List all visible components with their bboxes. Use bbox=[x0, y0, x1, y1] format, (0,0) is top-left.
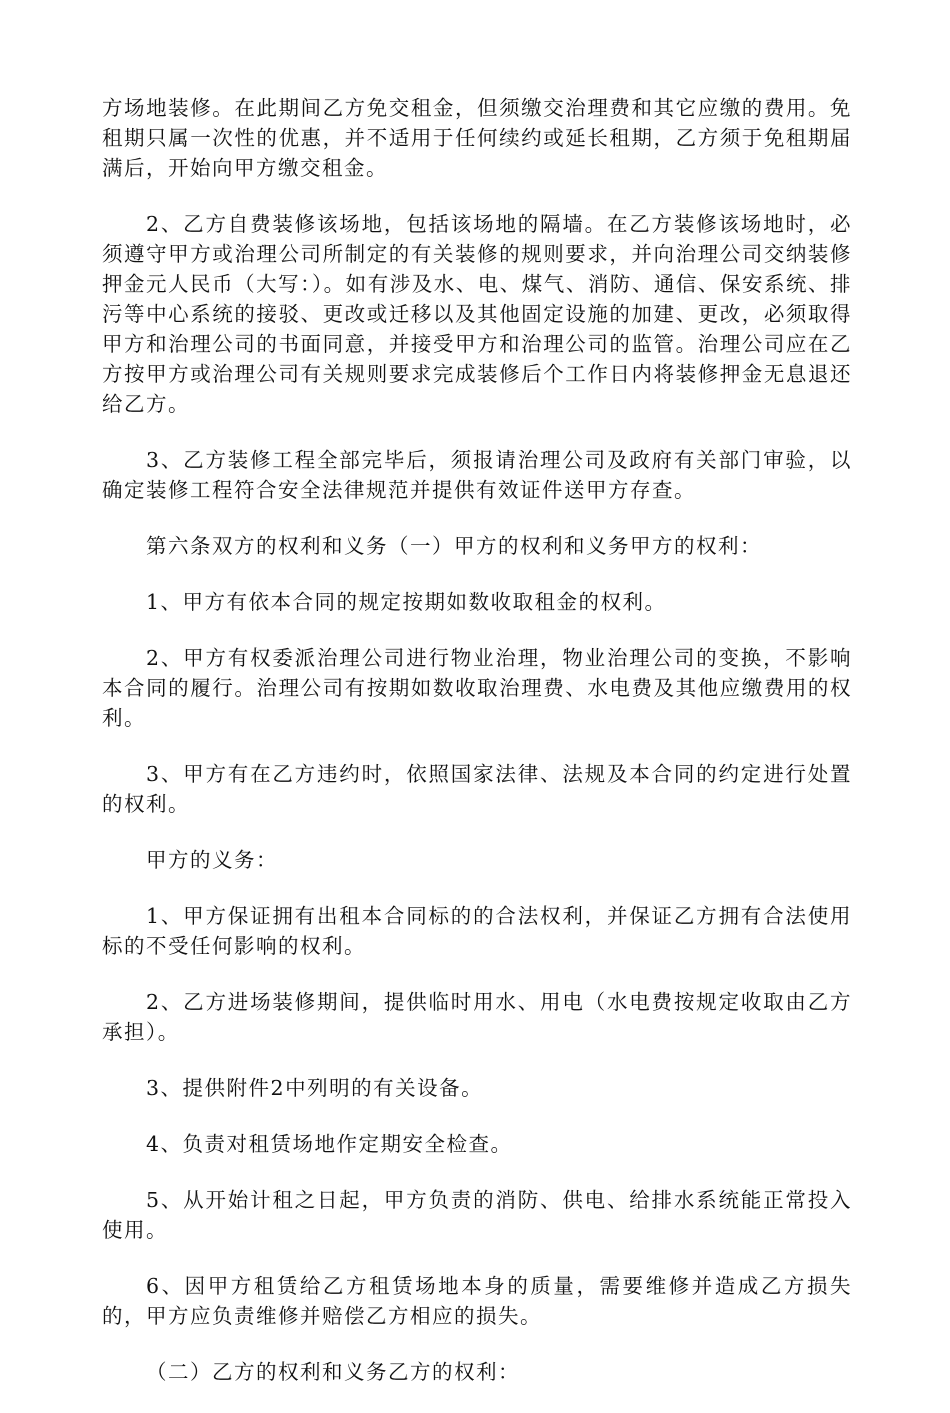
paragraph-12: 4、负责对租赁场地作定期安全检查。 bbox=[146, 1132, 513, 1156]
paragraph-6: 2、甲方有权委派治理公司进行物业治理，物业治理公司的变换，不影响本合同的履行。治理公司有按期如数收取治理费、水电费及其他应缴费用的权利。 bbox=[102, 646, 852, 730]
paragraph-2: 2、乙方自费装修该场地，包括该场地的隔墙。在乙方装修该场地时，必须遵守甲方或治理公司所制定的有关装修的规则要求，并向治理公司交纳装修押金元人民币（大写：）。如有涉及水、电、煤气、消防、通信、保安系统、排污等中心系统的接驳、更改或迁移以及其他固定设施的加建、更改，必须取得甲方和治理公司的书面同意，并接受甲方和治理公司的监管。治理公司应在乙方按甲方或治理公司有关规则要求完成装修后个工作日内将装修押金无息退还给乙方。 bbox=[102, 212, 852, 416]
paragraph-1: 方场地装修。在此期间乙方免交租金，但须缴交治理费和其它应缴的费用。免租期只属一次性的优惠，并不适用于任何续约或延长租期，乙方须于免租期届满后，开始向甲方缴交租金。 bbox=[102, 96, 852, 180]
paragraph-9: 1、甲方保证拥有出租本合同标的的合法权利，并保证乙方拥有合法使用标的不受任何影响的权利。 bbox=[102, 904, 852, 958]
paragraph-14: 6、因甲方租赁给乙方租赁场地本身的质量，需要维修并造成乙方损失的，甲方应负责维修并赔偿乙方相应的损失。 bbox=[102, 1274, 852, 1328]
paragraph-8: 甲方的义务： bbox=[146, 848, 278, 872]
paragraph-5: 1、甲方有依本合同的规定按期如数收取租金的权利。 bbox=[146, 590, 667, 614]
document-body bbox=[102, 93, 852, 1413]
paragraph-11: 3、提供附件2中列明的有关设备。 bbox=[146, 1076, 484, 1100]
paragraph-15: （二）乙方的权利和义务乙方的权利： bbox=[146, 1360, 520, 1384]
paragraph-7: 3、甲方有在乙方违约时，依照国家法律、法规及本合同的约定进行处置的权利。 bbox=[102, 762, 852, 816]
paragraph-10: 2、乙方进场装修期间，提供临时用水、用电（水电费按规定收取由乙方承担）。 bbox=[102, 990, 852, 1044]
paragraph-4: 第六条双方的权利和义务（一）甲方的权利和义务甲方的权利： bbox=[146, 534, 762, 558]
paragraph-13: 5、从开始计租之日起，甲方负责的消防、供电、给排水系统能正常投入使用。 bbox=[102, 1188, 852, 1242]
paragraph-3: 3、乙方装修工程全部完毕后，须报请治理公司及政府有关部门审验，以确定装修工程符合安全法律规范并提供有效证件送甲方存查。 bbox=[102, 448, 852, 502]
